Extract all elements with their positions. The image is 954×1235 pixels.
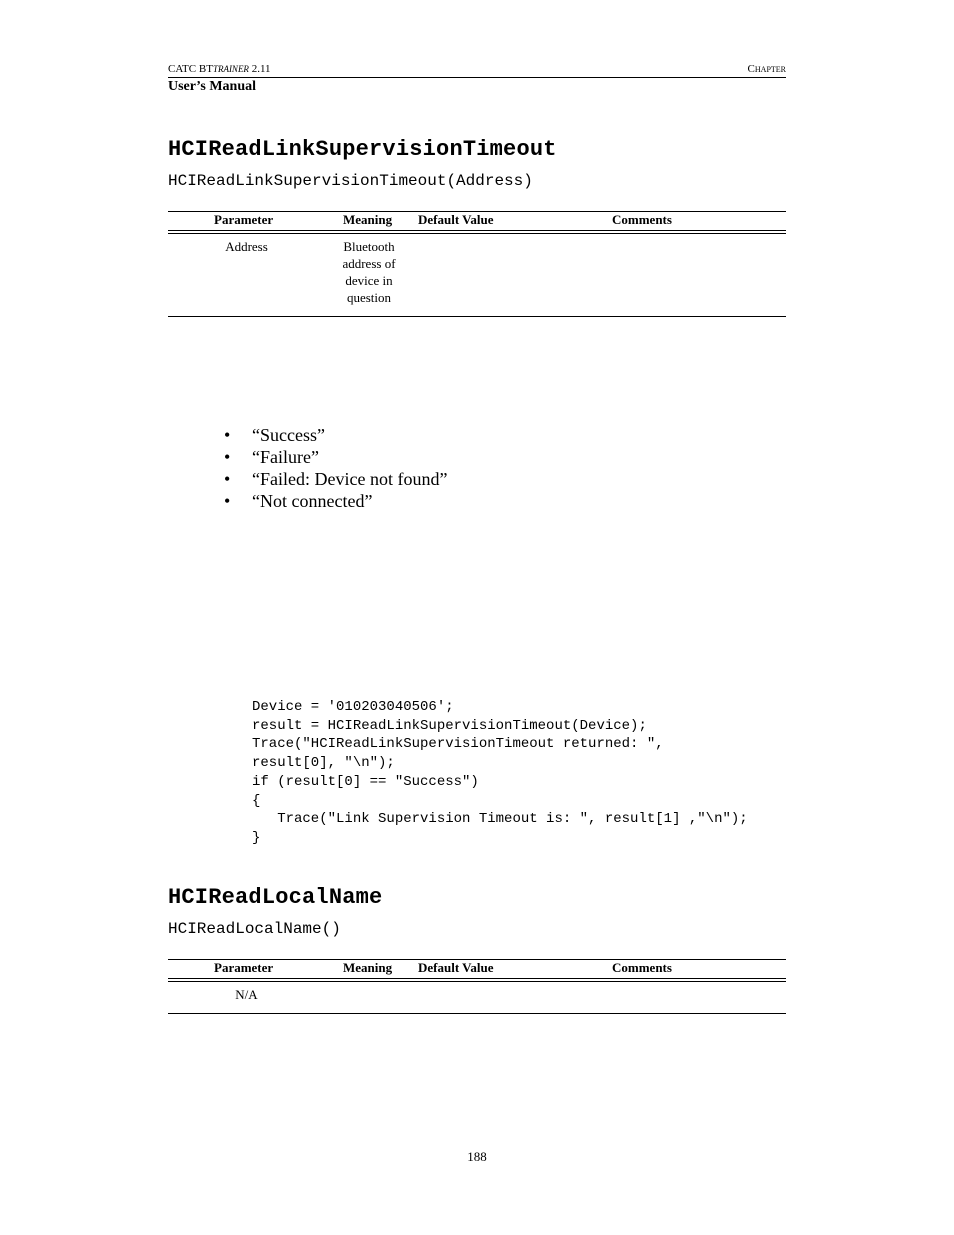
list-item-text: “Failure”	[252, 447, 319, 467]
code-line: Trace("HCIReadLinkSupervisionTimeout returned: ",	[252, 736, 664, 753]
column-header-parameter: Parameter	[214, 960, 274, 975]
code-line: result[0], "\n");	[252, 755, 395, 772]
code-line: }	[252, 829, 261, 846]
product-name-smallcaps: TRAINER	[212, 64, 249, 74]
list-item-text: “Success”	[252, 425, 325, 445]
cell-meaning-line: device in	[345, 273, 393, 288]
page-number: 188	[467, 1149, 487, 1164]
cell-parameter: Address	[225, 239, 268, 254]
code-line: Trace("Link Supervision Timeout is: ", result[1] ,"\n");	[252, 811, 748, 828]
column-header-meaning: Meaning	[343, 212, 393, 227]
product-prefix: CATC BT	[168, 63, 213, 75]
running-header-chapter: Chapter	[747, 63, 786, 75]
running-header-manual: User’s Manual	[168, 79, 257, 94]
result-list	[224, 424, 447, 512]
list-item	[224, 446, 447, 468]
bullet: •	[224, 469, 231, 489]
function-signature: HCIReadLocalName()	[168, 920, 341, 938]
code-example	[252, 698, 748, 848]
code-line: Device = '010203040506';	[252, 699, 454, 715]
product-version: 2.11	[248, 63, 271, 75]
header-rule	[168, 77, 786, 78]
running-header-product	[168, 63, 271, 75]
code-line: {	[252, 792, 261, 809]
cell-meaning-line: address of	[342, 256, 396, 271]
cell-meaning	[330, 238, 408, 306]
column-header-comments: Comments	[612, 960, 672, 975]
section-title-read-link-supervision-timeout: HCIReadLinkSupervisionTimeout	[168, 137, 557, 162]
code-line: result = HCIReadLinkSupervisionTimeout(Device);	[252, 717, 647, 734]
table-bottom-rule	[168, 316, 786, 317]
table-header-rule-double	[168, 981, 786, 982]
column-header-comments: Comments	[612, 212, 672, 227]
column-header-meaning: Meaning	[343, 960, 393, 975]
cell-parameter: N/A	[235, 987, 258, 1002]
bullet: •	[224, 491, 231, 511]
bullet: •	[224, 425, 231, 445]
column-header-default-value: Default Value	[418, 212, 494, 227]
bullet: •	[224, 447, 231, 467]
list-item	[224, 490, 447, 512]
list-item-text: “Not connected”	[252, 491, 373, 511]
cell-meaning-line: Bluetooth	[343, 239, 395, 254]
table-header-rule	[168, 230, 786, 231]
list-item	[224, 468, 447, 490]
table-bottom-rule	[168, 1013, 786, 1014]
section-title-read-local-name: HCIReadLocalName	[168, 885, 383, 910]
table-header-rule	[168, 978, 786, 979]
cell-meaning-line: question	[346, 290, 392, 305]
list-item	[224, 424, 447, 446]
column-header-parameter: Parameter	[214, 212, 274, 227]
code-line: if (result[0] == "Success")	[252, 773, 479, 790]
function-signature: HCIReadLinkSupervisionTimeout(Address)	[168, 172, 533, 190]
list-item-text: “Failed: Device not found”	[252, 469, 448, 489]
table-header-rule-double	[168, 233, 786, 234]
column-header-default-value: Default Value	[418, 960, 494, 975]
